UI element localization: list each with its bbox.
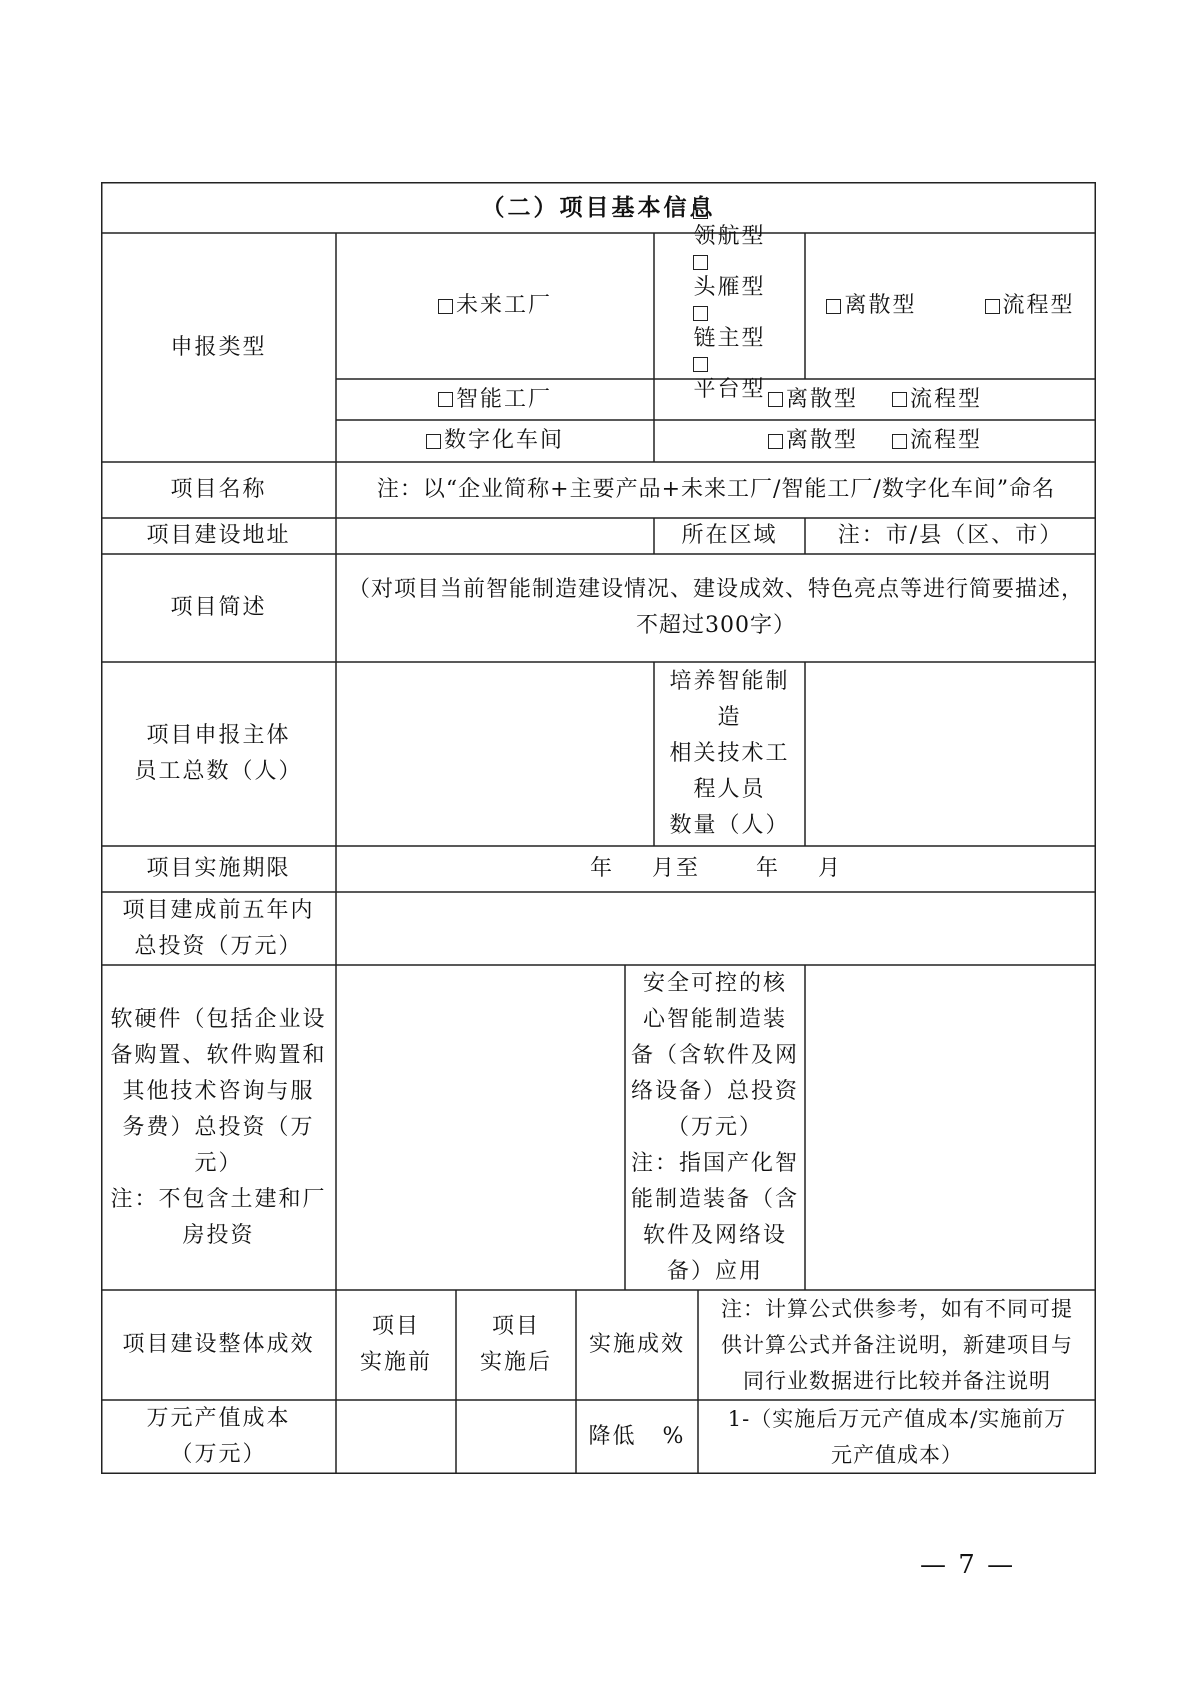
- effect-label: 项目建设整体成效: [122, 1332, 315, 1357]
- subtype-option[interactable]: 领航型: [693, 204, 765, 255]
- discrete-option[interactable]: 离散型: [768, 382, 858, 418]
- period-label: 项目实施期限: [146, 856, 291, 881]
- cost-after-field[interactable]: [456, 1400, 576, 1474]
- smart-factory-process-options: [654, 379, 1096, 420]
- summary-field[interactable]: （对项目当前智能制造建设情况、建设成效、特色亮点等进行简要描述， 不超过300字）: [347, 577, 1084, 638]
- period-field[interactable]: 年 月至 年 月: [589, 856, 843, 881]
- hardware-investment-field[interactable]: [336, 965, 625, 1290]
- trained-staff-label: 培养智能制 造 相关技术工 程人员 数量（人）: [669, 669, 790, 838]
- checkbox-icon[interactable]: [438, 299, 453, 314]
- checkbox-icon[interactable]: [826, 299, 841, 314]
- checkbox-icon[interactable]: [892, 392, 907, 407]
- declare-type-label: 申报类型: [170, 334, 267, 360]
- address-field[interactable]: [336, 518, 654, 554]
- cost-reduce-field[interactable]: 降低 %: [588, 1424, 686, 1449]
- trained-staff-field[interactable]: [805, 662, 1096, 846]
- smart-factory-option[interactable]: 智能工厂: [336, 379, 654, 420]
- summary-label: 项目简述: [170, 595, 267, 620]
- staff-label: 项目申报主体 员工总数（人）: [134, 723, 303, 784]
- staff-count-field[interactable]: [336, 662, 654, 846]
- cost-label: 万元产值成本 （万元）: [146, 1406, 291, 1467]
- section-title: （二）项目基本信息: [481, 193, 716, 221]
- checkbox-icon[interactable]: [693, 306, 708, 321]
- address-label: 项目建设地址: [146, 523, 291, 548]
- region-field[interactable]: 注：市/县（区、市）: [837, 523, 1064, 548]
- checkbox-icon[interactable]: [693, 255, 708, 270]
- cost-formula: 1-（实施后万元产值成本/实施前万 元产值成本）: [727, 1407, 1067, 1467]
- discrete-option[interactable]: 离散型: [826, 288, 916, 324]
- total-investment-label: 项目建成前五年内 总投资（万元）: [122, 897, 315, 959]
- result-header: 实施成效: [588, 1332, 685, 1357]
- checkbox-icon[interactable]: [985, 299, 1000, 314]
- project-name-field[interactable]: 注：以“企业简称+主要产品+未来工厂/智能工厂/数字化车间”命名: [376, 477, 1056, 502]
- checkbox-icon[interactable]: [693, 204, 708, 219]
- digital-workshop-process-options: [654, 420, 1096, 462]
- page-number: — 7 —: [920, 1550, 1016, 1580]
- hardware-investment-label: 软硬件（包括企业设 备购置、软件购置和 其他技术咨询与服 务费）总投资（万元） 注：不包含土建和厂 房投资: [110, 1006, 327, 1248]
- effect-note: 注：计算公式供参考，如有不同可提 供计算公式并备注说明，新建项目与 同行业数据进行比较并备注说明: [721, 1297, 1073, 1393]
- subtype-option[interactable]: 头雁型: [693, 255, 765, 306]
- checkbox-icon[interactable]: [768, 434, 783, 449]
- checkbox-icon[interactable]: [768, 392, 783, 407]
- process-option[interactable]: 流程型: [985, 288, 1075, 324]
- subtype-option[interactable]: 平台型: [693, 357, 765, 408]
- project-info-table: [101, 182, 1096, 1474]
- cost-before-field[interactable]: [336, 1400, 456, 1474]
- future-subtype-options: [654, 224, 805, 402]
- process-option[interactable]: 流程型: [892, 382, 982, 418]
- checkbox-icon[interactable]: [438, 392, 453, 407]
- before-header: 项目 实施前: [359, 1314, 432, 1375]
- discrete-option[interactable]: 离散型: [768, 423, 858, 459]
- core-equipment-field[interactable]: [805, 965, 1096, 1290]
- subtype-option[interactable]: 链主型: [693, 306, 765, 357]
- total-investment-field[interactable]: [336, 892, 1096, 965]
- future-factory-option[interactable]: 未来工厂: [336, 233, 654, 379]
- core-equipment-label: 安全可控的核 心智能制造装 备（含软件及网 络设备）总投资 （万元） 注：指国产化智 能制造装备（含 软件及网络设 备）应用: [630, 970, 799, 1284]
- checkbox-icon[interactable]: [426, 434, 441, 449]
- project-name-label: 项目名称: [170, 477, 267, 502]
- future-process-options: [805, 233, 1096, 379]
- checkbox-icon[interactable]: [892, 434, 907, 449]
- region-label: 所在区域: [681, 523, 778, 548]
- process-option[interactable]: 流程型: [892, 423, 982, 459]
- digital-workshop-option[interactable]: 数字化车间: [336, 420, 654, 462]
- checkbox-icon[interactable]: [693, 357, 708, 372]
- after-header: 项目 实施后: [479, 1314, 552, 1375]
